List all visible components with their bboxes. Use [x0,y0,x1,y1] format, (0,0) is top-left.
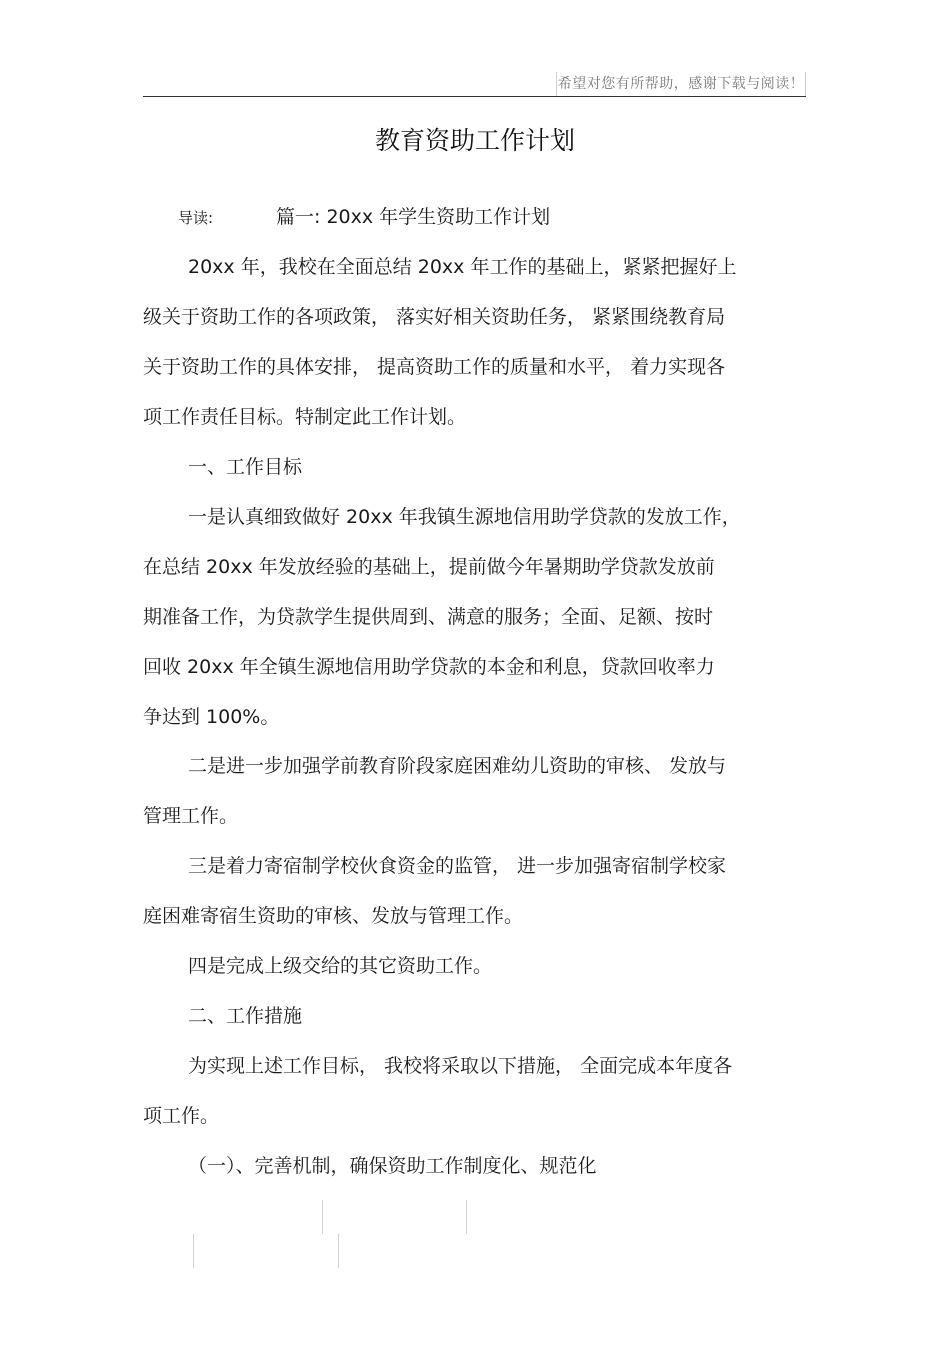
body-line-17: 为实现上述工作目标， 我校将采取以下措施， 全面完成本年度各 [188,1055,733,1077]
header-note: 希望对您有所帮助，感谢下载与阅读！ [556,72,806,96]
body-line-3: 关于资助工作的具体安排， 提高资助工作的质量和水平， 着力实现各 [143,356,726,378]
body-line-2: 级关于资助工作的各项政策， 落实好相关资助任务， 紧紧围绕教育局 [143,306,726,328]
section-heading-2: 二、工作措施 [188,1005,303,1027]
body-line-1: 20xx 年，我校在全面总结 20xx 年工作的基础上，紧紧把握好上 [188,256,737,278]
decorative-bar-1 [322,1200,323,1234]
header-rule [143,96,806,97]
body-line-10: 争达到 100%。 [143,706,280,728]
body-line-6: 一是认真细致做好 20xx 年我镇生源地信用助学贷款的发放工作， [188,506,741,528]
decorative-bar-3 [193,1234,194,1268]
body-line-4: 项工作责任目标。特制定此工作计划。 [143,406,467,428]
intro-label: 导读: [178,209,214,227]
body-line-12: 管理工作。 [143,805,239,827]
body-line-9: 回收 20xx 年全镇生源地信用助学贷款的本金和利息，贷款回收率力 [143,656,715,678]
body-line-15: 四是完成上级交给的其它资助工作。 [188,955,493,977]
body-line-13: 三是着力寄宿制学校伙食资金的监管， 进一步加强寄宿制学校家 [188,855,727,877]
body-line-14: 庭困难寄宿生资助的审核、发放与管理工作。 [143,905,524,927]
section-heading-1: 一、工作目标 [188,456,303,478]
intro-heading: 篇一: 20xx 年学生资助工作计划 [276,206,551,228]
body-line-7: 在总结 20xx 年发放经验的基础上，提前做今年暑期助学贷款发放前 [143,556,715,578]
body-line-18: 项工作。 [143,1105,220,1127]
body-line-11: 二是进一步加强学前教育阶段家庭困难幼儿资助的审核、 发放与 [188,755,727,777]
decorative-bar-4 [338,1234,339,1268]
document-title: 教育资助工作计划 [374,126,575,155]
decorative-bar-2 [466,1200,467,1234]
body-line-8: 期准备工作，为贷款学生提供周到、满意的服务；全面、足额、按时 [143,606,714,628]
subsection-heading-1: （一）、完善机制，确保资助工作制度化、规范化 [188,1155,597,1177]
